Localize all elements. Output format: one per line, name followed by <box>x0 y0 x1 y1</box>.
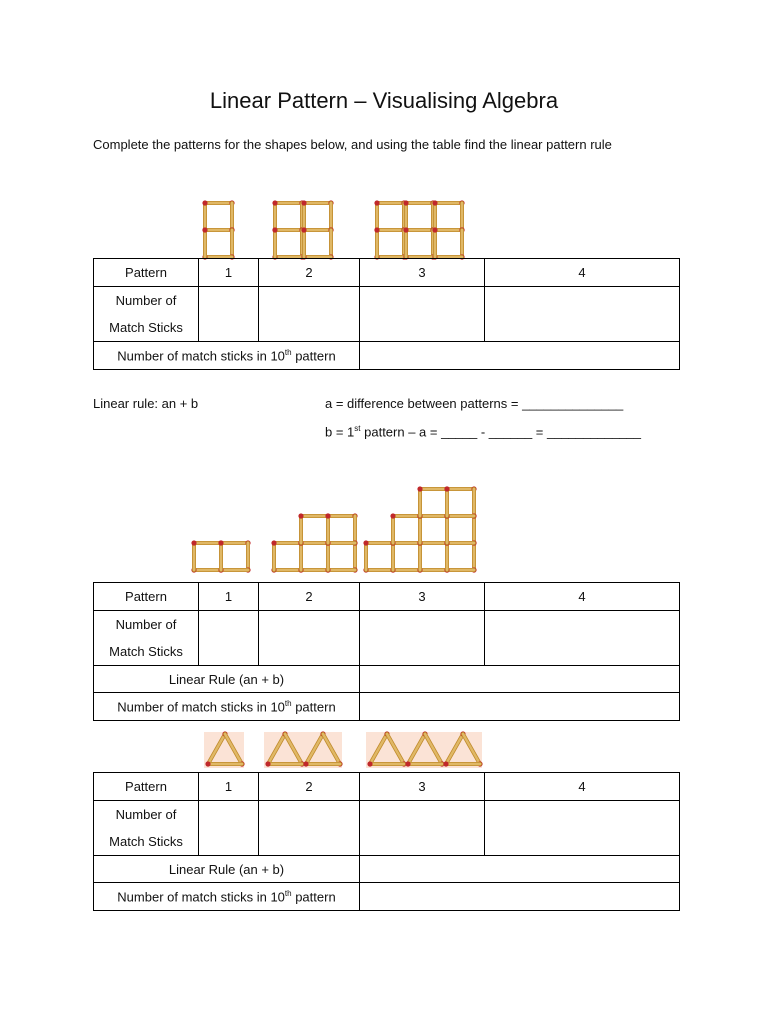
table-header-row <box>94 773 680 801</box>
table-header-row <box>94 259 680 287</box>
match-head <box>417 486 422 491</box>
match-head <box>298 513 303 518</box>
match-head <box>443 761 448 766</box>
answer-cell-2[interactable] <box>259 801 360 856</box>
label-line-2: Match Sticks <box>109 644 183 659</box>
pattern-col-4: 4 <box>485 583 680 611</box>
triangle-pattern-figures <box>200 728 490 772</box>
answer-cell-3[interactable] <box>360 287 485 342</box>
match-head <box>405 761 410 766</box>
tenth-pattern-row <box>94 342 680 370</box>
answer-cell-2[interactable] <box>259 287 360 342</box>
label-line-2: Match Sticks <box>109 834 183 849</box>
match-head <box>403 200 408 205</box>
label-line-2: Match Sticks <box>109 320 183 335</box>
match-head <box>363 540 368 545</box>
match-head <box>367 761 372 766</box>
pattern-col-4: 4 <box>485 259 680 287</box>
a-difference-line[interactable]: a = difference between patterns = ______________ <box>325 396 624 411</box>
linear-rule-label: Linear Rule (an + b) <box>94 856 360 883</box>
pattern-header: Pattern <box>94 583 199 611</box>
match-head <box>301 227 306 232</box>
match-head <box>432 200 437 205</box>
tenth-pattern-row <box>94 693 680 721</box>
pattern-header: Pattern <box>94 259 199 287</box>
match-head <box>444 486 449 491</box>
match-head <box>265 761 270 766</box>
label-line-1: Number of <box>115 617 177 632</box>
linear-rule-label: Linear Rule (an + b) <box>94 666 360 693</box>
b-first-pattern-line[interactable]: b = 1st pattern – a = _____ - ______ = _____________ <box>325 424 641 440</box>
answer-cell-3[interactable] <box>360 801 485 856</box>
match-head <box>303 761 308 766</box>
match-head <box>272 227 277 232</box>
match-sticks-row <box>94 287 680 342</box>
match-sticks-row <box>94 801 680 856</box>
match-head <box>272 200 277 205</box>
triangles-table <box>93 772 680 911</box>
answer-cell-1[interactable] <box>199 801 259 856</box>
linear-rule-label: Linear rule: an + b <box>93 396 199 411</box>
answer-cell-1[interactable] <box>199 287 259 342</box>
match-sticks-label <box>94 801 199 856</box>
label-line-1: Number of <box>115 293 177 308</box>
table-header-row <box>94 583 680 611</box>
match-sticks-label <box>94 611 199 666</box>
answer-cell-4[interactable] <box>485 801 680 856</box>
match-head <box>374 200 379 205</box>
match-sticks-label <box>94 287 199 342</box>
pattern-col-3: 3 <box>360 583 485 611</box>
match-head <box>271 540 276 545</box>
answer-cell-4[interactable] <box>485 611 680 666</box>
match-head <box>202 227 207 232</box>
instructions-text: Complete the patterns for the shapes below, and using the table find the linear pattern rule <box>93 137 612 152</box>
staircase-table <box>93 582 680 721</box>
match-sticks-row <box>94 611 680 666</box>
staircase-pattern-figures <box>190 460 490 580</box>
tenth-pattern-answer[interactable] <box>360 693 680 721</box>
tenth-pattern-answer[interactable] <box>360 883 680 911</box>
match-head <box>432 227 437 232</box>
label-line-1: Number of <box>115 807 177 822</box>
linear-rule-row <box>94 666 680 693</box>
match-head <box>202 200 207 205</box>
pattern-col-4: 4 <box>485 773 680 801</box>
pattern-col-2: 2 <box>259 583 360 611</box>
match-head <box>191 540 196 545</box>
tenth-pattern-row <box>94 883 680 911</box>
tenth-pattern-label: Number of match sticks in 10th pattern <box>94 342 360 370</box>
pattern-col-3: 3 <box>360 773 485 801</box>
match-head <box>325 513 330 518</box>
match-head <box>374 227 379 232</box>
match-head <box>403 227 408 232</box>
linear-rule-answer[interactable] <box>360 666 680 693</box>
pattern-col-1: 1 <box>199 773 259 801</box>
tenth-pattern-label: Number of match sticks in 10th pattern <box>94 693 360 721</box>
pattern-col-3: 3 <box>360 259 485 287</box>
pattern-col-1: 1 <box>199 583 259 611</box>
tenth-pattern-label: Number of match sticks in 10th pattern <box>94 883 360 911</box>
page-title: Linear Pattern – Visualising Algebra <box>209 88 559 113</box>
square-pattern-figures <box>195 195 475 265</box>
pattern-header: Pattern <box>94 773 199 801</box>
answer-cell-1[interactable] <box>199 611 259 666</box>
squares-table <box>93 258 680 370</box>
pattern-col-2: 2 <box>259 773 360 801</box>
linear-rule-row <box>94 856 680 883</box>
tenth-pattern-answer[interactable] <box>360 342 680 370</box>
answer-cell-4[interactable] <box>485 287 680 342</box>
match-head <box>218 540 223 545</box>
pattern-col-1: 1 <box>199 259 259 287</box>
pattern-col-2: 2 <box>259 259 360 287</box>
match-head <box>390 513 395 518</box>
match-head <box>301 200 306 205</box>
match-head <box>205 761 210 766</box>
answer-cell-3[interactable] <box>360 611 485 666</box>
linear-rule-answer[interactable] <box>360 856 680 883</box>
answer-cell-2[interactable] <box>259 611 360 666</box>
